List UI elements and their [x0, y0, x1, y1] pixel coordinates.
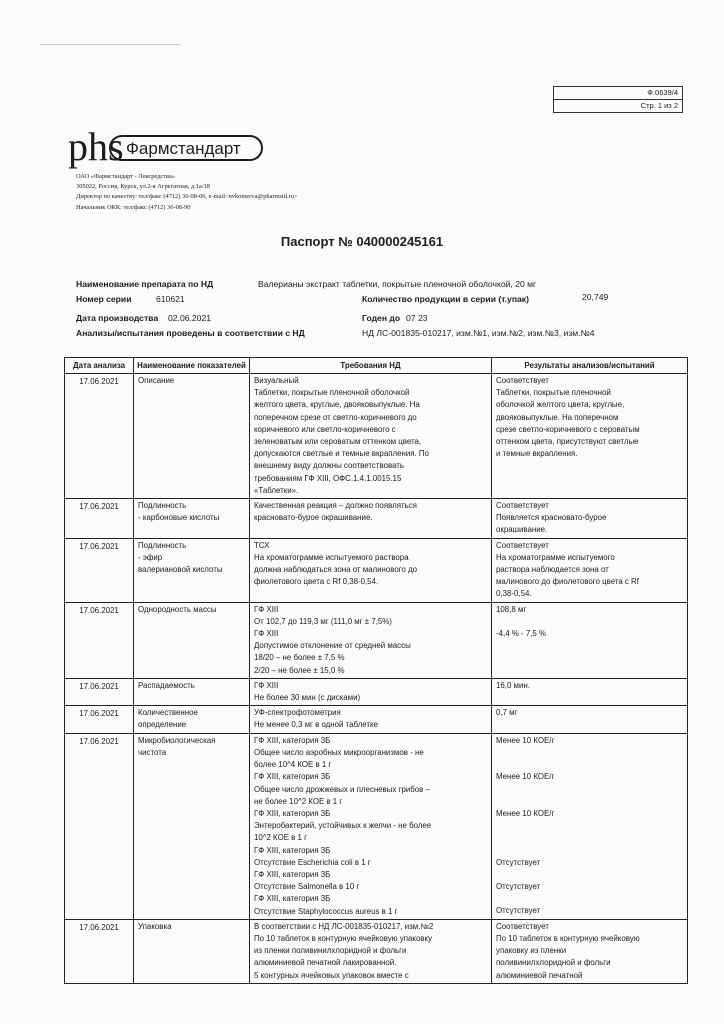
result-line: Соответствует — [496, 540, 549, 550]
requirement-line: требованиям ГФ XIII, ОФС.1.4.1.0015.15 — [254, 473, 402, 483]
table-body — [65, 374, 688, 984]
result-line: Отсутствует — [496, 857, 541, 867]
result-line: -4,4 % - 7,5 % — [496, 629, 546, 639]
result-cell — [492, 733, 688, 919]
indicator-name-cell — [134, 678, 250, 705]
result-line: оболочкой желтого цвета, круглые, — [496, 400, 625, 410]
requirement-line: внешнему виду должны соответствовать — [254, 461, 405, 471]
requirement-cell — [250, 538, 492, 602]
requirement-line: ГФ XIII — [254, 680, 279, 690]
result-line — [496, 796, 683, 808]
result-line: 0,38-0,54. — [496, 589, 532, 599]
indicator-name-line: Количественное — [138, 708, 198, 718]
indicator-name-cell — [134, 538, 250, 602]
logo-name: Фармстандарт — [126, 139, 241, 158]
series-value: 610621 — [156, 294, 185, 304]
result-line: Менее 10 КОЕ/г — [496, 808, 555, 818]
company-line: Начальник ОКК: тел/факс (4712) 36-08-90 — [76, 203, 191, 211]
drug-value: Валерианы экстракт таблетки, покрытые пленочной оболочкой, 20 мг — [258, 279, 537, 289]
requirement-line: 5 контурных ячейковых упаковок вместе с — [254, 970, 409, 980]
requirement-cell — [250, 706, 492, 733]
table-header-row — [65, 358, 688, 374]
result-line: поливинилхлоридной и фольги — [496, 958, 611, 968]
result-line: 16,0 мин. — [496, 680, 530, 690]
series-label-text: Номер серии — [76, 294, 132, 304]
result-line — [496, 616, 683, 628]
qty-label — [362, 294, 529, 304]
result-line — [496, 844, 683, 856]
col-name-header: Наименование показателей — [134, 358, 250, 374]
table-row — [65, 538, 688, 602]
requirement-line: Не более 30 мин (с дисками) — [254, 693, 361, 703]
indicator-name-line: определение — [138, 720, 187, 730]
indicator-name-cell — [134, 499, 250, 539]
result-cell — [492, 919, 688, 983]
requirement-cell — [250, 733, 492, 919]
result-line: Менее 10 КОЕ/г — [496, 772, 555, 782]
requirement-line: «Таблетки». — [254, 485, 299, 495]
col-date-header: Дата анализа — [65, 358, 134, 374]
requirement-line: От 102,7 до 119,3 мг (111,0 мг ± 7,5%) — [254, 616, 392, 626]
result-line: срезе светло-коричневого с сероватым — [496, 424, 640, 434]
table-row — [65, 602, 688, 678]
result-line: Отсутствует — [496, 906, 541, 916]
requirement-line: ГФ XIII — [254, 629, 279, 639]
indicator-name-cell — [134, 602, 250, 678]
result-line: упаковку из пленки — [496, 946, 567, 956]
drug-label-text: Наименование препарата по НД — [76, 279, 214, 289]
result-cell — [492, 374, 688, 499]
requirement-line: ГФ XIII — [254, 604, 279, 614]
requirement-line: ГФ XIII, категория 3Б — [254, 772, 331, 782]
requirement-line: из пленки поливинилхлоридной и фольги — [254, 946, 407, 956]
analysis-date: 17.06.2021 — [65, 733, 134, 919]
col-results-header: Результаты анализов/испытаний — [492, 358, 688, 374]
indicator-name-line: - карбоновые кислоты — [138, 513, 220, 523]
result-line: двояковыпуклые. На поперечном — [496, 412, 619, 422]
requirement-line: ГФ XIII, категория 3Б — [254, 845, 331, 855]
result-cell — [492, 602, 688, 678]
requirement-cell — [250, 374, 492, 499]
logo-graphic — [66, 120, 266, 172]
requirement-line: По 10 таблеток в контурную ячейковую упаковку — [254, 933, 433, 943]
requirement-line: допускаются светлые и темные вкрапления. По — [254, 449, 429, 459]
result-line — [496, 759, 683, 771]
result-line: На хроматограмме испытуемого — [496, 552, 615, 562]
requirement-line: фиолетового цвета с Rf 0,38-0,54. — [254, 577, 379, 587]
table-row — [65, 678, 688, 705]
result-line — [496, 869, 683, 881]
requirement-line: Таблетки, покрытые пленочной оболочкой — [254, 388, 410, 398]
indicator-name-line: - эфир — [138, 552, 163, 562]
requirement-line: 10^2 КОЕ в 1 г — [254, 833, 308, 843]
indicator-name-line: Подлинность — [138, 540, 187, 550]
result-cell — [492, 678, 688, 705]
table-row — [65, 374, 688, 499]
series-label — [76, 294, 132, 304]
requirement-line: должна наблюдаться зона от малинового до — [254, 565, 418, 575]
result-line — [496, 832, 683, 844]
result-line: По 10 таблеток в контурную ячейковую — [496, 933, 640, 943]
qty-value: 20,749 — [582, 292, 609, 302]
expiry-label-text: Годен до — [362, 313, 401, 323]
drug-label — [76, 279, 213, 289]
indicator-name-line: чистота — [138, 747, 167, 757]
result-line — [496, 747, 683, 759]
result-line: Соответствует — [496, 501, 549, 511]
passport-title: Паспорт № 040000245161 — [280, 234, 444, 249]
tests-label-text: Анализы/испытания проведены в соответствии с НД — [76, 328, 305, 338]
indicator-name-cell — [134, 374, 250, 499]
result-line: Соответствует — [496, 376, 549, 385]
prod-date-value: 02.06.2021 — [168, 313, 212, 323]
analysis-date: 17.06.2021 — [65, 499, 134, 539]
page-bottom-edge — [0, 992, 724, 1024]
requirement-line: Качественная реакция – должно появляться — [254, 501, 417, 511]
expiry-label — [362, 313, 400, 323]
requirement-line: Допустимое отклонение от средней массы — [254, 641, 411, 651]
company-line: 305022, Россия, Курск, ул.2-я Агрегатная, д.1а/18 — [76, 183, 211, 191]
analysis-date: 17.06.2021 — [65, 602, 134, 678]
requirement-line: ГФ XIII, категория 3Б — [254, 869, 331, 879]
requirement-line: красновато-бурое окрашивание. — [254, 513, 373, 523]
requirement-cell — [250, 678, 492, 705]
result-line: и темные вкрапления. — [496, 449, 578, 459]
requirement-line: более 10^4 КОЕ в 1 г — [254, 760, 332, 770]
indicator-name-cell — [134, 733, 250, 919]
requirement-cell — [250, 919, 492, 983]
prod-date-label-text: Дата производства — [76, 313, 159, 323]
tests-value: НД ЛС-001835-010217, изм.№1, изм.№2, изм.№3, изм.№4 — [362, 328, 595, 338]
table-row — [65, 706, 688, 733]
indicator-name-line: Распадаемость — [138, 680, 195, 690]
result-line — [496, 820, 683, 832]
result-line: малинового до фиолетового цвета с Rf — [496, 577, 639, 587]
table-row — [65, 919, 688, 983]
requirement-line: коричневого или светло-коричневого с — [254, 424, 396, 434]
company-line: Директор по качеству: тел/факс (4712) 36-08-06, e-mail<nvkomerva@pharmstd.ru> — [76, 193, 298, 201]
requirement-line: ГФ XIII, категория 3Б — [254, 735, 331, 745]
analysis-date: 17.06.2021 — [65, 706, 134, 733]
requirement-line: желтого цвета, круглые, двояковыпуклые. На — [254, 400, 420, 410]
tests-label — [76, 328, 305, 338]
result-line: 108,8 мг — [496, 604, 527, 614]
result-line: 0,7 мг — [496, 708, 518, 718]
result-line: Соответствует — [496, 921, 549, 931]
requirement-line: Визуальный — [254, 376, 299, 385]
requirement-cell — [250, 602, 492, 678]
requirement-cell — [250, 499, 492, 539]
indicator-name-line: Описание — [138, 376, 175, 385]
requirement-line: не более 10^2 КОЕ в 1 г — [254, 796, 343, 806]
requirement-line: ГФ XIII, категория 3Б — [254, 894, 331, 904]
result-line — [496, 893, 683, 905]
analysis-date: 17.06.2021 — [65, 538, 134, 602]
result-cell — [492, 538, 688, 602]
indicator-name-line: валериановой кислоты — [138, 565, 223, 575]
result-line: оттенком цвета, присутствуют светлые — [496, 437, 639, 447]
result-line: раствора наблюдается зона от — [496, 565, 609, 575]
company-info — [76, 172, 298, 213]
result-line: Таблетки, покрытые пленочной — [496, 388, 611, 398]
requirement-line: В соответствии с НД ЛС-001835-010217, изм.№2 — [254, 921, 434, 931]
result-line: Отсутствует — [496, 882, 541, 891]
requirement-line: Общее число аэробных микроорганизмов - не — [254, 747, 424, 757]
requirement-line: 2/20 – не более ± 15,0 % — [254, 665, 345, 675]
indicator-name-line: Подлинность — [138, 501, 187, 511]
requirement-line: Отсутствие Salmonella в 10 г — [254, 882, 360, 892]
requirement-line: Отсутствие Escherichia coli в 1 г — [254, 857, 371, 867]
analysis-date: 17.06.2021 — [65, 374, 134, 499]
indicator-name-cell — [134, 919, 250, 983]
table-row — [65, 499, 688, 539]
requirement-line: ГФ XIII, категория 3Б — [254, 808, 331, 818]
indicator-name-line: Микробиологическая — [138, 735, 216, 745]
result-cell — [492, 706, 688, 733]
requirement-line: Энтеробактерий, устойчивых к желчи - не более — [254, 821, 432, 831]
company-logo — [66, 120, 266, 172]
requirement-line: УФ-спектрофотометрия — [254, 708, 341, 718]
form-code: Ф.0639/4 — [647, 88, 678, 97]
requirement-line: зеленоватым или сероватым оттенком цвета, — [254, 437, 422, 447]
analysis-date: 17.06.2021 — [65, 919, 134, 983]
page-number: Стр. 1 из 2 — [554, 99, 682, 112]
result-line: алюминиевой печатной — [496, 970, 583, 980]
analysis-date: 17.06.2021 — [65, 678, 134, 705]
indicator-name-cell — [134, 706, 250, 733]
indicator-name-line: Однородность массы — [138, 604, 217, 614]
requirement-line: Отсутствие Staphylococcus aureus в 1 г — [254, 906, 398, 916]
requirement-line: ТСХ — [254, 540, 270, 550]
col-requirements-header: Требования НД — [250, 358, 492, 374]
result-cell — [492, 499, 688, 539]
qty-label-text: Количество продукции в серии (т.упак) — [362, 294, 529, 304]
company-line: ОАО «Фармстандарт - Лексредства» — [76, 173, 176, 180]
prod-date-label — [76, 313, 158, 323]
requirement-line: 18/20 – не более ± 7,5 % — [254, 653, 345, 663]
result-line: Появляется красновато-бурое — [496, 513, 607, 523]
result-line — [496, 783, 683, 795]
form-code-box — [553, 86, 683, 113]
result-line: Менее 10 КОЕ/г — [496, 735, 555, 745]
requirement-line: поперечном срезе от светло-коричневого до — [254, 412, 417, 422]
requirement-line: На хроматограмме испытуемого раствора — [254, 552, 409, 562]
logo-mark: phs — [68, 124, 124, 169]
analysis-table — [64, 357, 688, 984]
requirement-line: Общее число дрожжевых и плесневых грибов – — [254, 784, 430, 794]
requirement-line: алюминиевой печатной лакированной. — [254, 958, 397, 968]
expiry-value: 07 23 — [406, 313, 428, 323]
requirement-line: Не менее 0,3 мг в одной таблетке — [254, 720, 378, 730]
indicator-name-line: Упаковка — [138, 921, 172, 931]
scan-mark — [40, 44, 180, 45]
result-line: окрашивание. — [496, 525, 548, 535]
table-row — [65, 733, 688, 919]
